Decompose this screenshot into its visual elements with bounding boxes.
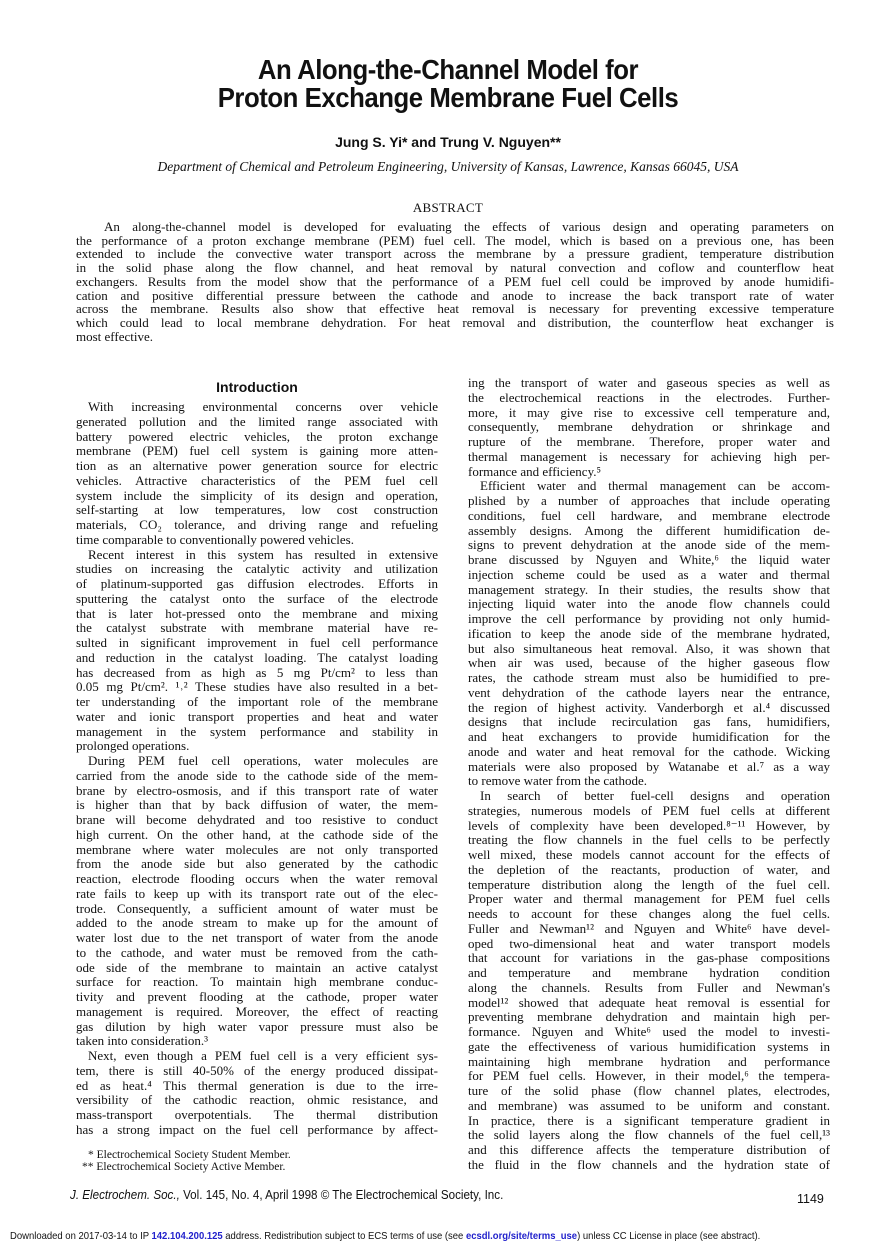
text-line: conditions, fuel cell hardware, and membrane electrode	[468, 507, 830, 523]
journal-name: J. Electrochem. Soc.,	[70, 1188, 180, 1202]
abstract-line: exchangers. Results from the model show that the performance of a PEM fuel cell could be improved by anode humidifi-	[76, 273, 834, 289]
abstract-line: most effective.	[76, 328, 154, 344]
text-line: maintaining high membrane hydration and performance	[468, 1053, 830, 1069]
text-line: rate fails to keep up with its transport rate out of the elec-	[76, 885, 438, 901]
text-line: the depletion of the reactants, production of water, and	[468, 861, 830, 877]
text-line: oped two-dimensional heat and water transport models	[468, 935, 830, 951]
text-line: In practice, there is a significant temperature gradient in	[468, 1112, 830, 1128]
authors: Jung S. Yi* and Trung V. Nguyen**	[335, 134, 561, 150]
text-line: and this difference affects the temperature distribution of	[468, 1142, 830, 1157]
text-line: Fuller and Newman¹² and Nguyen and White⁶ have devel-	[468, 920, 830, 936]
text-line: plished by a number of approaches that include operating	[468, 493, 830, 508]
text-line: taken into consideration.³	[76, 1033, 209, 1049]
text-line: the solid layers along the flow channels of the fuel cell,¹³	[468, 1127, 830, 1143]
text-line: strategies, numerous models of PEM fuel cells at different	[468, 802, 830, 818]
text-line: and reduction in the catalyst loading. The catalyst loading	[76, 649, 438, 665]
text-line: needs to account for these changes along the fuel cells.	[468, 906, 830, 921]
text-line: materials, CO₂ tolerance, and driving range and refueling	[76, 517, 438, 532]
text-line: ter understanding of the important role of the membrane	[76, 694, 438, 709]
text-line: added to the anode stream to make up for the amount of	[76, 915, 438, 931]
text-line: trode. Consequently, a sufficient amount of water must be	[76, 900, 438, 916]
text-line: along the channels. Results from Fuller and Newman's	[468, 979, 830, 995]
abstract-line: across the membrane. Results also show that effective heat removal is necessary for preventing excessive temperature	[76, 301, 834, 317]
abstract-line: An along-the-channel model is developed for evaluating the effects of various design and operating parameters on	[104, 219, 834, 234]
text-line: preventing membrane dehydration and maintain high per-	[468, 1009, 830, 1025]
text-line: management in the system performance and stability in	[76, 723, 438, 739]
text-line: rupture of the membrane. Therefore, proper water and	[468, 434, 830, 449]
affiliation: Department of Chemical and Petroleum Engineering, University of Kansas, Lawrence, Kansas 66045, USA	[157, 159, 739, 174]
text-line: levels of complexity have been developed.⁸⁻¹¹ However, by	[468, 817, 830, 833]
right-column	[468, 376, 830, 1173]
text-line: injection scheme could be used as a water and thermal	[468, 566, 830, 582]
text-line: well mixed, these models cannot account for the effects of	[468, 847, 830, 862]
text-line: 0.05 mg Pt/cm². ¹˒² These studies have also resulted in a bet-	[76, 679, 438, 695]
paragraph	[468, 789, 830, 1173]
text-line: of platinum-supported gas diffusion electrodes. Efforts in	[76, 576, 438, 591]
text-line: gas dilution by high water vapor pressure must also be	[76, 1018, 438, 1034]
text-line: but also simultaneous heat removal. Also, it was shown that	[468, 640, 830, 656]
text-line: During PEM fuel cell operations, water molecules are	[88, 753, 438, 768]
text-line: ing the transport of water and gaseous species as well as	[468, 375, 830, 390]
text-line: membrane (PEM) fuel cell system is gaining more atten-	[76, 443, 438, 459]
text-line: high current. On the other hand, at the cathode side of the	[76, 826, 438, 842]
paragraph	[468, 479, 830, 789]
text-line: Recent interest in this system has resulted in extensive	[88, 546, 438, 562]
text-line: and heat exchangers to provide humidification for the	[468, 729, 830, 744]
text-line: from the anode side but also generated by the cathodic	[76, 856, 438, 872]
text-line: model¹² showed that adequate heat removal is essential for	[468, 994, 830, 1010]
text-line: mass-transport overpotentials. The thermal distribution	[76, 1107, 438, 1122]
text-line: for PEM fuel cells. However, in their model,⁶ the tempera-	[468, 1068, 830, 1084]
text-line: the catalyst substrate with membrane material have re-	[76, 620, 438, 636]
text-line: studies on increasing the catalytic activity and utilization	[76, 561, 438, 577]
text-line: tivity and prevent flooding at the cathode, proper water	[76, 989, 438, 1004]
paper-title-line-2: Proton Exchange Membrane Fuel Cells	[217, 82, 679, 113]
page-number: 1149	[797, 1192, 824, 1206]
paragraph	[76, 548, 438, 755]
left-column	[76, 400, 438, 1138]
text-line: vehicles. Attractive characteristics of the PEM fuel cell	[76, 472, 438, 488]
text-line: the fluid in the flow channels and the hydration state of	[468, 1156, 830, 1172]
text-line: water and ionic transport properties and heat and water	[76, 708, 438, 724]
abstract-body	[76, 220, 834, 343]
text-line: signs to prevent dehydration at the anode side of the mem-	[468, 537, 830, 553]
text-line: brane will become dehydrated and too resistive to conduct	[76, 812, 438, 827]
paragraph	[76, 754, 438, 1049]
abstract-line: which could lead to local membrane dehydration. For heat removal and distribution, the counterflow heat exchanger is	[76, 314, 834, 330]
paragraph	[76, 400, 438, 548]
text-line: has decreased from as high as 5 mg Pt/cm² to less than	[76, 664, 438, 680]
text-line: temperature distribution along the length of the fuel cell.	[468, 876, 830, 892]
text-line: management strategy. In their studies, the results show that	[468, 581, 830, 597]
paragraph	[468, 376, 830, 479]
text-line: vent dehydration of the cathode layers near the entrance,	[468, 684, 830, 700]
text-line: formance and efficiency.⁵	[468, 463, 602, 479]
text-line: brane discussed by Nguyen and White,⁶ the liquid water	[468, 552, 830, 567]
text-line: and temperature and membrane hydration condition	[468, 965, 830, 980]
ip-link[interactable]: 142.104.200.125	[151, 1231, 223, 1242]
journal-volume: Vol. 145, No. 4, April 1998 © The Electrochemical Society, Inc.	[179, 1188, 504, 1202]
text-line: carried from the anode side to the cathode side of the mem-	[76, 767, 438, 783]
paper-title-line-1: An Along-the-Channel Model for	[257, 54, 639, 85]
text-line: self-starting at low temperatures, low cost construction	[76, 502, 438, 518]
text-line: Next, even though a PEM fuel cell is a very efficient sys-	[88, 1048, 438, 1063]
text-line: that account for variations in the gas-phase compositions	[468, 950, 830, 966]
text-line: time comparable to conventionally powered vehicles.	[76, 531, 354, 547]
abstract-line: in the solid phase along the flow channel, and heat removal by natural convection and coflow and counterflow heat	[76, 260, 834, 276]
text-line: the electrochemical reactions in the electrodes. Further-	[468, 389, 830, 405]
text-line: brane by electro-osmosis, and if this transport rate of water	[76, 782, 438, 798]
text-line: prolonged operations.	[76, 738, 190, 754]
abstract-line: the performance of a proton exchange membrane (PEM) fuel cell. The model, which is based on a previous one, has been	[76, 232, 834, 248]
text-line: improve the cell performance by providing not only humid-	[468, 611, 830, 626]
text-line: more, it may give rise to excessive cell temperature and,	[468, 404, 830, 420]
download-prefix: Downloaded on 2017-03-14 to IP	[10, 1231, 152, 1242]
text-line: that is later hot-pressed onto the membrane and mixing	[76, 605, 438, 621]
text-line: has a strong impact on the fuel cell performance by affect-	[76, 1121, 438, 1137]
text-line: sputtering the catalyst onto the surface of the electrode	[76, 590, 438, 606]
text-line: system include the simplicity of its design and operation,	[76, 487, 438, 503]
text-line: formance. Nguyen and White⁶ used the model to investi-	[468, 1024, 830, 1039]
text-line: rates, the cathode stream must also be humidified to pre-	[468, 670, 830, 685]
download-notice	[10, 1231, 760, 1242]
text-line: ture of the solid phase (flow channel plates, electrodes,	[468, 1083, 830, 1098]
text-line: materials were also proposed by Watanabe et al.⁷ as a way	[468, 758, 830, 774]
text-line: and membrane) was assumed to be uniform and constant.	[468, 1097, 830, 1113]
download-suffix: ) unless CC License in place (see abstract).	[577, 1231, 761, 1242]
text-line: thermal management is necessary for achieving high per-	[468, 448, 830, 464]
text-line: treating the flow channels in the fuel cells to be perfectly	[468, 832, 830, 848]
text-line: reaction, electrode flooding occurs when the water removal	[76, 871, 438, 886]
paragraph	[76, 1049, 438, 1138]
text-line: designs that include recirculation gas fans, humidifiers,	[468, 714, 830, 730]
text-line: assembly designs. Among the different humidification de-	[468, 522, 830, 538]
text-line: is higher than that by back diffusion of water, the mem-	[76, 797, 438, 813]
text-line: surface for reaction. To maintain high membrane conduc-	[76, 974, 438, 990]
text-line: battery powered electric vehicles, the proton exchange	[76, 428, 438, 444]
abstract-line: extended to include the convective water transport across the membrane by a pressure gradient, temperature distribution	[76, 246, 834, 262]
footnote-active-member: ** Electrochemical Society Active Member.	[82, 1161, 286, 1173]
text-line: to remove water from the cathode.	[468, 773, 648, 789]
text-line: generated pollution and the limited range associated with	[76, 413, 438, 429]
text-line: water lost due to the net transport of water from the anode	[76, 930, 438, 945]
terms-of-use-link[interactable]: ecsdl.org/site/terms_use	[465, 1231, 578, 1242]
text-line: Efficient water and thermal management can be accom-	[480, 478, 830, 494]
text-line: ode side of the membrane to maintain an active catalyst	[76, 959, 438, 975]
text-line: management is required. Moreover, the effect of reacting	[76, 1003, 438, 1019]
text-line: versibility of the cathodic reaction, ohmic resistance, and	[76, 1092, 438, 1108]
abstract-heading: ABSTRACT	[412, 200, 484, 215]
text-line: ification to keep the anode side of the membrane hydrated,	[468, 625, 830, 641]
text-line: anode and water and heat removal for the cathode. Wicking	[468, 743, 830, 759]
text-line: to the cathode, and water must be removed from the cath-	[76, 944, 438, 960]
abstract-line: cation and positive differential pressure between the cathode and anode to increase the back transport rate of water	[76, 287, 834, 303]
text-line: With increasing environmental concerns over vehicle	[88, 399, 438, 414]
text-line: ed as heat.⁴ This thermal generation is due to the irre-	[76, 1077, 438, 1093]
section-heading-introduction: Introduction	[216, 379, 298, 395]
text-line: consequently, membrane dehydration or shrinkage and	[468, 419, 830, 435]
journal-citation	[70, 1188, 503, 1202]
text-line: injecting liquid water into the anode flow channels could	[468, 596, 830, 612]
text-line: sulted in significant improvement in fuel cell performance	[76, 635, 438, 650]
text-line: In search of better fuel-cell designs and operation	[480, 788, 830, 803]
text-line: the region of highest activity. Vanderborgh et al.⁴ discussed	[468, 699, 830, 715]
footnote-student-member: * Electrochemical Society Student Member.	[88, 1149, 291, 1161]
download-middle: address. Redistribution subject to ECS terms of use (see	[222, 1231, 466, 1242]
text-line: tion as an alternative power generation source for electric	[76, 458, 438, 473]
text-line: membrane where water molecules are not only transported	[76, 841, 438, 857]
text-line: gate the effectiveness of various humidification systems in	[468, 1038, 830, 1054]
text-line: Proper water and thermal management for PEM fuel cells	[468, 891, 830, 907]
text-line: when air was used, because of the higher gaseous flow	[468, 655, 830, 671]
text-line: tem, there is still 40-50% of the energy produced dissipat-	[76, 1062, 438, 1078]
